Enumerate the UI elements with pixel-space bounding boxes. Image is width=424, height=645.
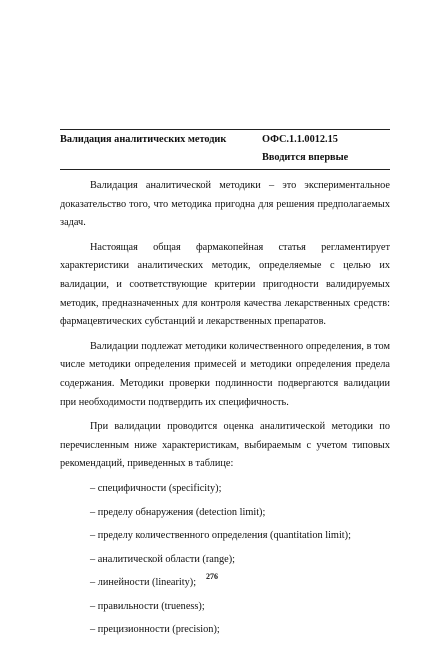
paragraph-characteristics-intro: При валидации проводится оценка аналитической методики по перечисленным ниже характеристикам, выбираемым с учетом типовых рекомендаций, приведенных в таблице: xyxy=(60,421,390,470)
paragraph-subject: Валидации подлежат методики количественного определения, в том числе методики определения примесей и методики определения предела содержания. Методики проверки подлинности подвергаются валидации при необходимости подтвердить их специфичность. xyxy=(60,340,390,408)
paragraph-scope: Настоящая общая фармакопейная статья регламентирует характеристики аналитических методик, определяемые с целью их валидации, и соответствующие критерии пригодности валидируемых методик, предназначенных для контроля качества лекарственных средств: фармацевтических субстанций и лекарственных препаратов. xyxy=(60,241,390,328)
list-item: – линейности (linearity); xyxy=(90,577,197,589)
article-header xyxy=(60,129,390,170)
paragraph-definition: Валидация аналитической методики – это экспериментальное доказательство того, что методика пригодна для решения предполагаемых задач. xyxy=(60,180,390,229)
article-code: ОФС.1.1.0012.15 xyxy=(262,134,338,145)
characteristics-list xyxy=(60,480,390,640)
list-item: – специфичности (specificity); xyxy=(90,482,222,494)
list-item: – пределу количественного определения (quantitation limit); xyxy=(90,530,351,542)
list-item: – правильности (trueness); xyxy=(90,600,205,612)
article-title: Валидация аналитических методик xyxy=(60,134,227,145)
page-number: 276 xyxy=(206,572,218,581)
article-status: Вводится впервые xyxy=(262,152,349,163)
list-item: – прецизионности (precision); xyxy=(90,624,220,636)
list-item: – аналитической области (range); xyxy=(90,553,235,565)
list-item: – пределу обнаружения (detection limit); xyxy=(90,506,266,518)
